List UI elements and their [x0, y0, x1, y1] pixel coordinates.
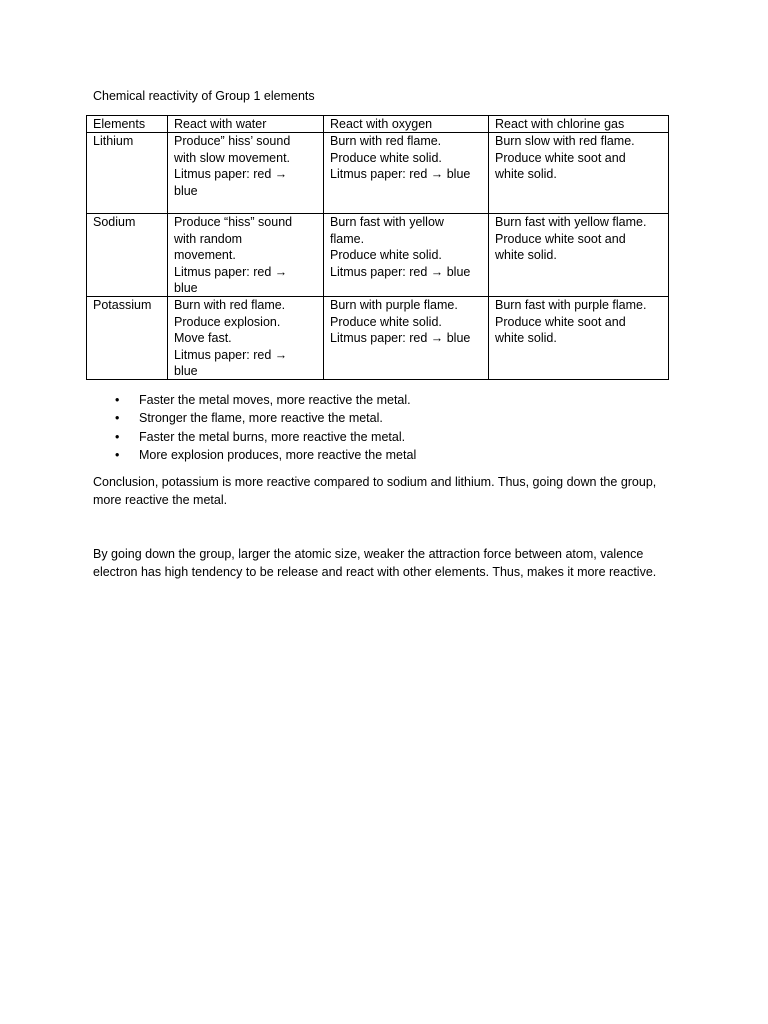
element-name-cell: Lithium — [87, 133, 168, 214]
explanation-paragraph: By going down the group, larger the atomic size, weaker the attraction force between atom, valence electron has high tendency to be release and react with other elements. Thus, makes it more reactive. — [93, 547, 657, 580]
cell-line: Litmus paper: red → blue — [330, 331, 471, 346]
water-reaction-cell — [168, 133, 324, 214]
cell-line: Litmus paper: red → blue — [330, 264, 471, 279]
list-item-text: Stronger the flame, more reactive the metal. — [139, 411, 383, 426]
list-item — [93, 409, 416, 427]
cell-line: blue — [174, 183, 198, 198]
reactivity-table — [86, 115, 669, 380]
cell-line: Produce white solid. — [330, 248, 442, 263]
cell-line: Litmus paper: red → — [174, 167, 288, 182]
cell-line: Litmus paper: red → — [174, 347, 288, 362]
bullet-icon: • — [115, 429, 120, 444]
cell-line: Produce explosion. — [174, 314, 281, 329]
table-header-row — [87, 116, 669, 133]
chlorine-reaction-cell — [489, 214, 669, 297]
cell-line: Burn slow with red flame. — [495, 134, 635, 149]
cell-line: Produce “hiss” sound — [174, 215, 293, 230]
oxygen-reaction-cell — [324, 133, 489, 214]
table-row — [87, 214, 669, 297]
header-react-with-oxygen: React with oxygen — [324, 116, 489, 133]
cell-line: Produce white soot and — [495, 150, 626, 165]
bullet-list — [93, 391, 416, 464]
document-title: Chemical reactivity of Group 1 elements — [93, 89, 315, 103]
header-elements: Elements — [87, 116, 168, 133]
bullet-icon: • — [115, 411, 120, 426]
cell-line: Burn fast with yellow flame. — [495, 215, 647, 230]
cell-line: Produce” hiss’ sound — [174, 134, 291, 149]
cell-line: Burn with red flame. — [330, 134, 442, 149]
cell-line: Move fast. — [174, 331, 232, 346]
cell-line: Produce white solid. — [330, 150, 442, 165]
bullet-icon: • — [115, 447, 120, 462]
list-item-text: Faster the metal moves, more reactive the metal. — [139, 393, 411, 407]
element-name-cell: Sodium — [87, 214, 168, 297]
cell-line: Produce white soot and — [495, 231, 626, 246]
list-item — [93, 446, 416, 464]
cell-line: with random — [174, 231, 243, 246]
header-react-with-water: React with water — [168, 116, 324, 133]
cell-line: blue — [174, 281, 198, 296]
bullet-icon: • — [115, 393, 120, 407]
cell-line: white solid. — [495, 331, 557, 346]
table-row — [87, 297, 669, 380]
cell-line: movement. — [174, 248, 236, 263]
table-row — [87, 133, 669, 214]
cell-line: Burn fast with yellow — [330, 215, 444, 230]
list-item — [93, 428, 416, 446]
list-item-text: More explosion produces, more reactive the metal — [139, 447, 417, 462]
cell-line: flame. — [330, 231, 365, 246]
water-reaction-cell — [168, 214, 324, 297]
header-react-with-chlorine: React with chlorine gas — [489, 116, 669, 133]
list-item-text: Faster the metal burns, more reactive the metal. — [139, 429, 406, 444]
element-name-cell: Potassium — [87, 297, 168, 380]
conclusion-paragraph: Conclusion, potassium is more reactive compared to sodium and lithium. Thus, going down the group, more reactive the metal. — [93, 475, 657, 508]
chlorine-reaction-cell — [489, 133, 669, 214]
cell-line: Burn with red flame. — [174, 298, 286, 313]
cell-line: Burn fast with purple flame. — [495, 298, 647, 313]
oxygen-reaction-cell — [324, 214, 489, 297]
cell-line: blue — [174, 364, 198, 379]
list-item — [93, 391, 416, 409]
cell-line: white solid. — [495, 248, 557, 263]
water-reaction-cell — [168, 297, 324, 380]
cell-line: Burn with purple flame. — [330, 298, 458, 313]
cell-line: Litmus paper: red → blue — [330, 167, 471, 182]
cell-line: with slow movement. — [174, 150, 291, 165]
oxygen-reaction-cell — [324, 297, 489, 380]
cell-line: Litmus paper: red → — [174, 264, 288, 279]
cell-line: Produce white solid. — [330, 314, 442, 329]
cell-line: white solid. — [495, 167, 557, 182]
chlorine-reaction-cell — [489, 297, 669, 380]
cell-line: Produce white soot and — [495, 314, 626, 329]
